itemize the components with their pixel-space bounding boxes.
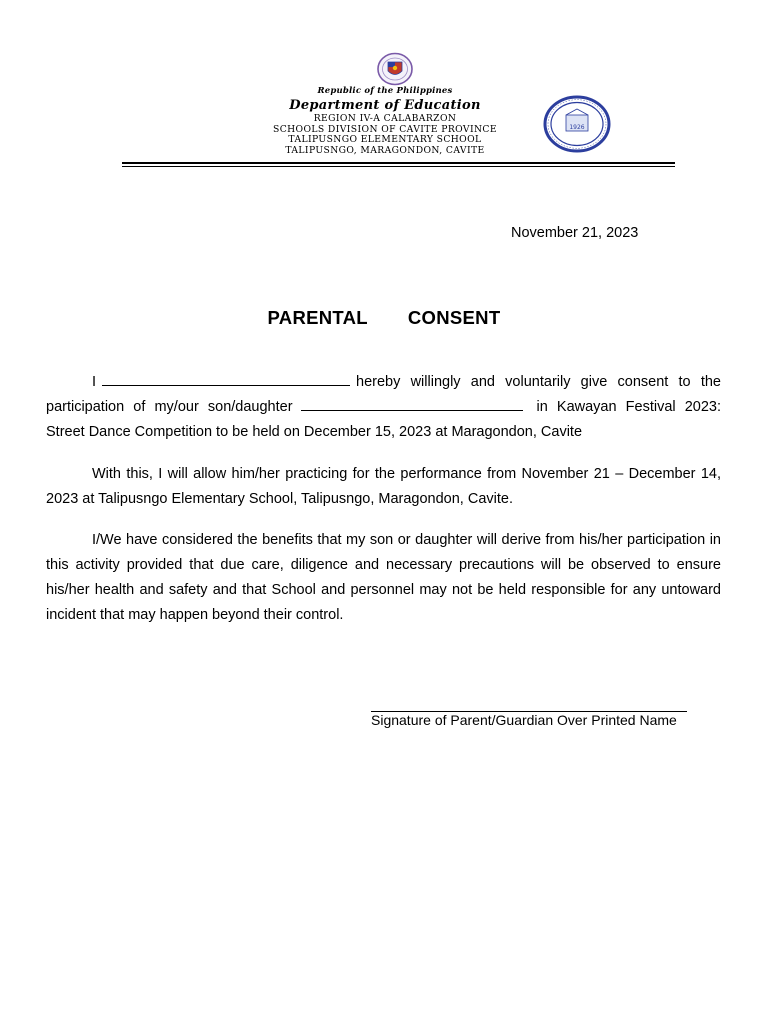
school-seal-icon [543,95,611,153]
parent-name-blank[interactable] [102,372,350,386]
document-date: November 21, 2023 [511,225,639,241]
child-name-blank[interactable] [301,397,523,411]
header-divider [122,162,675,164]
division-line: SCHOOLS DIVISION OF CAVITE PROVINCE [273,123,497,135]
school-seal-year: 1926 [569,124,585,131]
republic-line: Republic of the Philippines [317,86,453,96]
letterhead [240,86,530,156]
practice-text: With this, I will allow him/her practicing for the performance from November 21 – December 14, 2023 at Talipusngo Elementary School, Talipusngo, Maragondon, Cavite. [46,466,721,507]
department-line: Department of Education [289,98,481,113]
address-line: TALIPUSNGO, MARAGONDON, CAVITE [285,144,485,156]
consent-part-2: hereby willingly and voluntarily give consent to the participation of my/our son/daughter [46,374,721,415]
consent-paragraph [46,370,721,445]
school-line: TALIPUSNGO ELEMENTARY SCHOOL [288,134,482,145]
consent-part-1: I [92,374,97,390]
liability-paragraph [46,528,721,628]
practice-paragraph [46,462,721,512]
liability-text: I/We have considered the benefits that my son or daughter will derive from his/her participation in this activity provided that due care, diligence and necessary precautions will be observed to ensure his/her health and safety and that School and personnel may not be held responsible for any untoward incident that may happen beyond their control. [46,532,721,623]
signature-label: Signature of Parent/Guardian Over Printed Name [371,712,677,728]
document-title: PARENTAL CONSENT [267,307,501,328]
header-divider-thin [122,166,675,167]
region-line: REGION IV-A CALABARZON [313,113,457,124]
deped-seal-icon [376,52,414,86]
consent-part-3: in Kawayan Festival 2023: Street Dance Competition to be held on December 15, 2023 at Maragondon, Cavite [46,399,721,440]
